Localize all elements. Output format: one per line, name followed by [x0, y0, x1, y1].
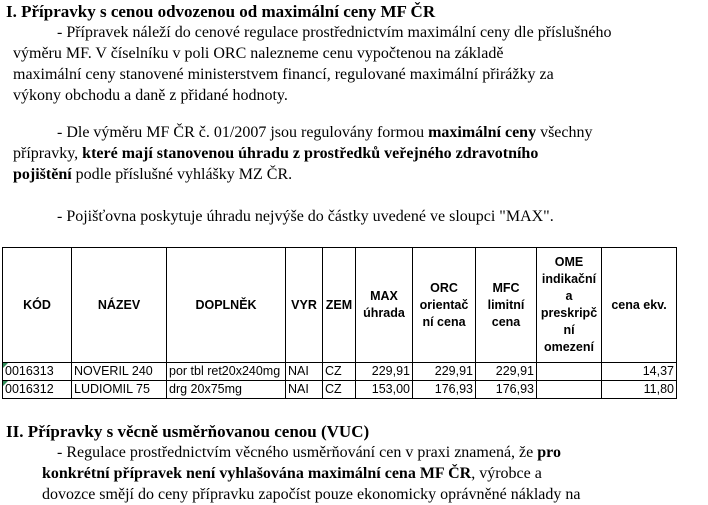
section2-heading: II. Přípravky s věcně usměrňovanou cenou (VUC) — [6, 422, 370, 441]
cell-cena: 14,37 — [602, 363, 677, 381]
section2-paragraph1: - Regulace prostřednictvím věcného usměrňování cen v praxi znamená, že pro konkrétní přípravek není vyhlašována maximální cena MF ČR, výrobce a dovozce smějí do ceny přípravku započíst pouze ekonomicky oprávněné náklady na — [42, 444, 581, 503]
cell-kod: 0016313 — [3, 363, 72, 381]
bold-reimbursement: které mají stanovenou úhradu z prostředků veřejného zdravotního — [82, 145, 539, 162]
section1-paragraph2: - Dle výměru MF ČR č. 01/2007 jsou regulovány formou maximální ceny všechny přípravky, které mají stanovenou úhradu z prostředků veřejného zdravotního pojištění podle příslušné vyhlášky MZ ČR. — [13, 124, 593, 183]
section1-paragraph1 — [13, 22, 697, 106]
para1-line2: výměru MF. V číselníku v poli ORC nalezneme cenu vypočtenou na základě — [13, 45, 504, 62]
cell-kod: 0016312 — [3, 381, 72, 399]
cell-ome — [537, 381, 602, 399]
para1-line1: - Přípravek náleží do cenové regulace prostřednictvím maximální ceny dle příslušného — [57, 24, 612, 41]
header-vyr: VYR — [286, 248, 323, 363]
section1-heading: I. Přípravky s cenou odvozenou od maximální ceny MF ČR — [6, 2, 436, 21]
bold-for: pro — [537, 444, 561, 461]
cell-mfc: 176,93 — [476, 381, 537, 399]
section1-paragraph3: - Pojišťovna poskytuje úhradu nejvýše do částky uvedené ve sloupci "MAX". — [57, 208, 554, 225]
header-doplnek: DOPLNĚK — [167, 248, 286, 363]
table-row — [3, 381, 677, 399]
cell-vyr: NAI — [286, 363, 323, 381]
cell-ome — [537, 363, 602, 381]
para1-line4: výkony obchodu a daně z přidané hodnoty. — [13, 87, 288, 104]
table-header-row — [3, 248, 677, 363]
header-orc: ORC orientač ní cena — [413, 248, 476, 363]
cell-cena: 11,80 — [602, 381, 677, 399]
header-kod: KÓD — [3, 248, 72, 363]
cell-doplnek: drg 20x75mg — [167, 381, 286, 399]
comment-marker-icon — [3, 381, 8, 386]
cell-doplnek: por tbl ret20x240mg — [167, 363, 286, 381]
header-cena: cena ekv. — [602, 248, 677, 363]
cell-mfc: 229,91 — [476, 363, 537, 381]
header-zem: ZEM — [323, 248, 356, 363]
header-ome: OME indikační a preskripč ní omezení — [537, 248, 602, 363]
comment-marker-icon — [3, 363, 8, 368]
drug-price-table — [2, 247, 677, 399]
table-row — [3, 363, 677, 381]
cell-nazev: LUDIOMIL 75 — [72, 381, 167, 399]
cell-vyr: NAI — [286, 381, 323, 399]
bold-no-max-price: konkrétní přípravek není vyhlašována maximální cena MF ČR — [42, 465, 472, 482]
cell-zem: CZ — [323, 363, 356, 381]
cell-max: 229,91 — [356, 363, 413, 381]
cell-nazev: NOVERIL 240 — [72, 363, 167, 381]
cell-max: 153,00 — [356, 381, 413, 399]
para1-line3: maximální ceny stanovené ministerstvem financí, regulované maximální přirážky za — [13, 66, 554, 83]
header-nazev: NÁZEV — [72, 248, 167, 363]
header-max: MAX úhrada — [356, 248, 413, 363]
cell-zem: CZ — [323, 381, 356, 399]
header-mfc: MFC limitní cena — [476, 248, 537, 363]
cell-orc: 229,91 — [413, 363, 476, 381]
cell-orc: 176,93 — [413, 381, 476, 399]
bold-insurance: pojištění — [13, 166, 72, 183]
bold-max-price: maximální ceny — [428, 124, 537, 141]
